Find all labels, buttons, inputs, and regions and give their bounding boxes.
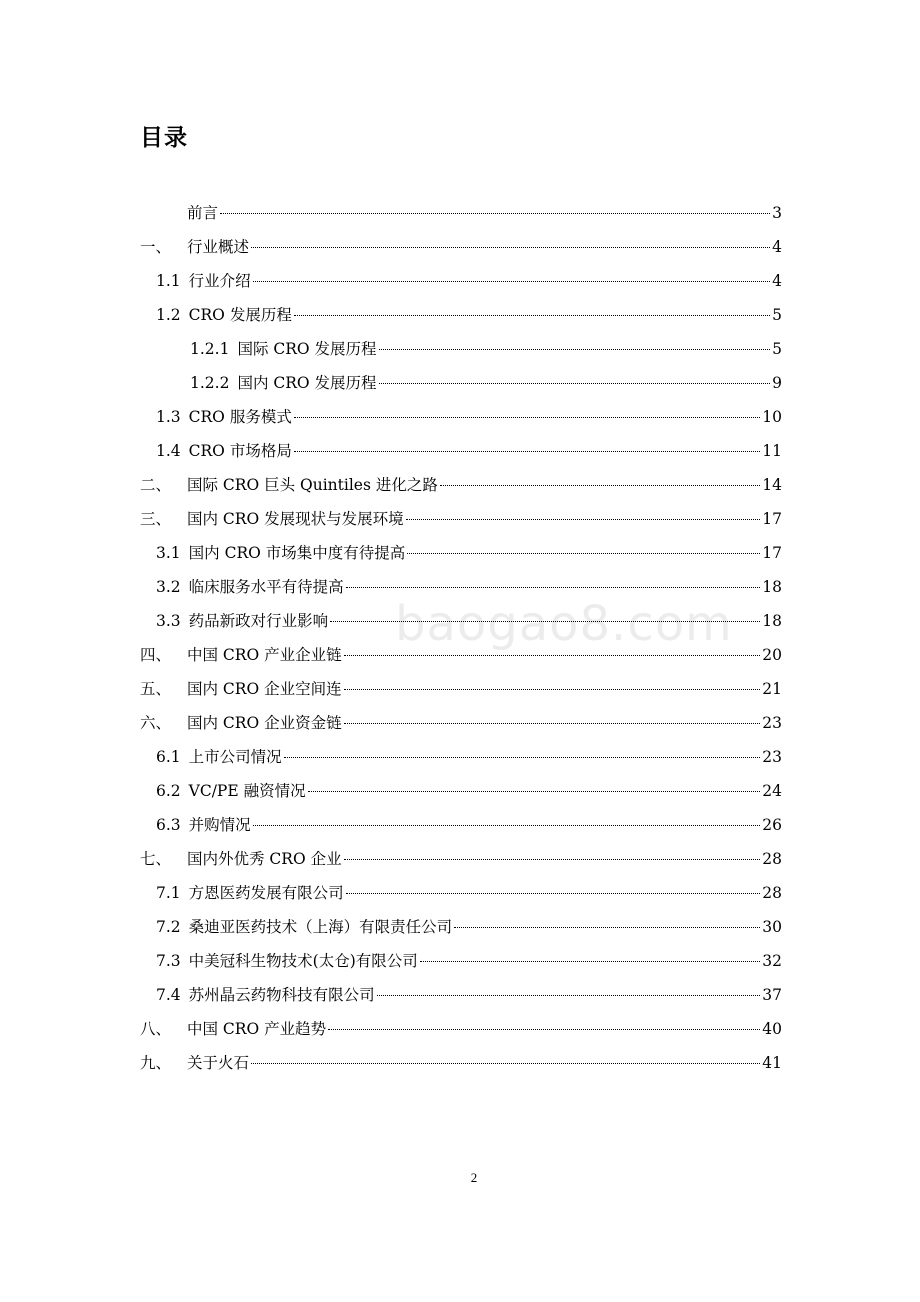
toc-entry-title: 上市公司情况 (188, 748, 282, 766)
toc-dot-leader (251, 1063, 760, 1064)
toc-entry[interactable] (140, 706, 782, 740)
toc-list (140, 196, 782, 1080)
toc-dot-leader (379, 383, 770, 384)
toc-entry-title: 国内外优秀 CRO 企业 (187, 850, 342, 868)
toc-entry-number: 一、 (140, 238, 172, 256)
toc-dot-leader (253, 281, 770, 282)
toc-entry-number: 1.1 (156, 272, 181, 290)
toc-entry-number: 1.2 (156, 306, 181, 324)
toc-entry[interactable] (140, 332, 782, 366)
toc-entry[interactable] (140, 400, 782, 434)
toc-entry-title: 药品新政对行业影响 (188, 612, 329, 630)
toc-entry[interactable] (140, 1046, 782, 1080)
toc-entry-number: 九、 (140, 1054, 172, 1072)
toc-entry-page: 5 (772, 340, 782, 358)
toc-entry-page: 11 (762, 442, 782, 460)
toc-entry-page: 23 (762, 748, 782, 766)
toc-entry-page: 21 (762, 680, 782, 698)
toc-entry-number: 6.2 (156, 782, 181, 800)
toc-entry-title: 方恩医药发展有限公司 (188, 884, 344, 902)
toc-dot-leader (284, 757, 761, 758)
toc-entry-number: 7.1 (156, 884, 181, 902)
toc-entry[interactable] (140, 978, 782, 1012)
toc-entry-page: 14 (762, 476, 782, 494)
toc-dot-leader (294, 417, 760, 418)
toc-dot-leader (251, 247, 770, 248)
toc-entry-page: 20 (762, 646, 782, 664)
toc-dot-leader (379, 349, 770, 350)
toc-dot-leader (294, 315, 770, 316)
toc-dot-leader (346, 587, 761, 588)
toc-entry[interactable] (140, 502, 782, 536)
toc-dot-leader (346, 893, 761, 894)
toc-dot-leader (377, 995, 761, 996)
toc-entry-page: 41 (762, 1054, 782, 1072)
toc-entry[interactable] (140, 264, 782, 298)
toc-entry-page: 37 (762, 986, 782, 1004)
toc-entry-title: 苏州晶云药物科技有限公司 (188, 986, 375, 1004)
toc-entry-number: 7.3 (156, 952, 181, 970)
toc-entry-title: CRO 服务模式 (188, 408, 292, 426)
toc-entry-title: CRO 发展历程 (188, 306, 292, 324)
toc-dot-leader (328, 1029, 760, 1030)
toc-entry-number: 二、 (140, 476, 172, 494)
toc-title: 目录 (140, 125, 188, 151)
toc-dot-leader (344, 689, 761, 690)
toc-entry[interactable] (140, 1012, 782, 1046)
toc-dot-leader (308, 791, 761, 792)
toc-entry-title: 国际 CRO 发展历程 (237, 340, 377, 358)
toc-entry-page: 18 (762, 578, 782, 596)
toc-entry-number: 7.2 (156, 918, 181, 936)
toc-entry[interactable] (140, 842, 782, 876)
toc-entry-page: 26 (762, 816, 782, 834)
toc-entry-title: VC/PE 融资情况 (188, 782, 306, 800)
toc-dot-leader (344, 655, 761, 656)
toc-entry-title: 国内 CRO 企业空间连 (187, 680, 342, 698)
toc-entry-number: 1.4 (156, 442, 181, 460)
toc-entry-number: 3.3 (156, 612, 181, 630)
toc-entry-title: 前言 (187, 204, 219, 222)
toc-entry[interactable] (140, 808, 782, 842)
toc-entry-number: 7.4 (156, 986, 181, 1004)
toc-dot-leader (407, 553, 760, 554)
toc-entry-title: 关于火石 (187, 1054, 250, 1072)
toc-entry-number: 3.2 (156, 578, 181, 596)
toc-entry-title: 国内 CRO 市场集中度有待提高 (188, 544, 406, 562)
toc-entry-number: 八、 (140, 1020, 172, 1038)
toc-entry-title: 并购情况 (188, 816, 251, 834)
toc-entry[interactable] (140, 638, 782, 672)
toc-entry-page: 17 (762, 510, 782, 528)
toc-dot-leader (440, 485, 760, 486)
toc-entry-page: 17 (762, 544, 782, 562)
toc-entry-number: 六、 (140, 714, 172, 732)
toc-entry[interactable] (140, 298, 782, 332)
toc-entry-page: 23 (762, 714, 782, 732)
toc-entry-page: 5 (772, 306, 782, 324)
toc-entry[interactable] (140, 774, 782, 808)
toc-entry[interactable] (140, 196, 782, 230)
toc-entry-page: 9 (772, 374, 782, 392)
toc-dot-leader (294, 451, 760, 452)
toc-entry-title: CRO 市场格局 (188, 442, 292, 460)
toc-entry[interactable] (140, 944, 782, 978)
toc-entry-title: 国际 CRO 巨头 Quintiles 进化之路 (187, 476, 438, 494)
toc-entry-number: 1.3 (156, 408, 181, 426)
toc-entry-page: 4 (772, 238, 782, 256)
watermark: baogao8.com (395, 596, 733, 652)
toc-entry-title: 国内 CRO 发展历程 (237, 374, 377, 392)
toc-entry[interactable] (140, 876, 782, 910)
toc-entry-page: 28 (762, 884, 782, 902)
toc-entry-title: 国内 CRO 企业资金链 (187, 714, 342, 732)
toc-entry-number: 五、 (140, 680, 172, 698)
toc-entry-page: 10 (762, 408, 782, 426)
toc-dot-leader (220, 213, 770, 214)
toc-entry-title: 行业概述 (187, 238, 250, 256)
toc-entry[interactable] (140, 434, 782, 468)
toc-entry-page: 3 (772, 204, 782, 222)
toc-dot-leader (420, 961, 761, 962)
toc-dot-leader (406, 519, 761, 520)
toc-entry-page: 30 (762, 918, 782, 936)
toc-entry[interactable] (140, 570, 782, 604)
toc-entry-title: 中国 CRO 产业趋势 (187, 1020, 327, 1038)
toc-entry-number: 6.1 (156, 748, 181, 766)
toc-dot-leader (330, 621, 760, 622)
toc-entry-title: 桑迪亚医药技术（上海）有限责任公司 (188, 918, 453, 936)
toc-entry[interactable] (140, 672, 782, 706)
toc-entry[interactable] (140, 740, 782, 774)
toc-entry[interactable] (140, 468, 782, 502)
toc-entry[interactable] (140, 536, 782, 570)
toc-entry-page: 40 (762, 1020, 782, 1038)
toc-entry-page: 24 (762, 782, 782, 800)
toc-entry-title: 行业介绍 (188, 272, 251, 290)
toc-entry-number: 三、 (140, 510, 172, 528)
toc-dot-leader (253, 825, 761, 826)
toc-entry-page: 32 (762, 952, 782, 970)
page-number: 2 (470, 1170, 478, 1185)
toc-entry[interactable] (140, 230, 782, 264)
toc-entry-number: 3.1 (156, 544, 181, 562)
toc-entry[interactable] (140, 366, 782, 400)
toc-entry-number: 四、 (140, 646, 172, 664)
toc-entry-number: 1.2.2 (190, 374, 230, 392)
toc-entry-page: 4 (772, 272, 782, 290)
toc-dot-leader (344, 859, 761, 860)
toc-dot-leader (454, 927, 760, 928)
toc-entry[interactable] (140, 604, 782, 638)
toc-entry-title: 临床服务水平有待提高 (188, 578, 344, 596)
toc-entry[interactable] (140, 910, 782, 944)
toc-entry-title: 中国 CRO 产业企业链 (187, 646, 342, 664)
toc-entry-page: 18 (762, 612, 782, 630)
toc-entry-title: 中美冠科生物技术(太仓)有限公司 (188, 952, 418, 970)
toc-entry-page: 28 (762, 850, 782, 868)
toc-dot-leader (344, 723, 761, 724)
toc-entry-number: 6.3 (156, 816, 181, 834)
toc-entry-title: 国内 CRO 发展现状与发展环境 (187, 510, 404, 528)
toc-entry-number: 1.2.1 (190, 340, 230, 358)
toc-entry-number: 七、 (140, 850, 172, 868)
